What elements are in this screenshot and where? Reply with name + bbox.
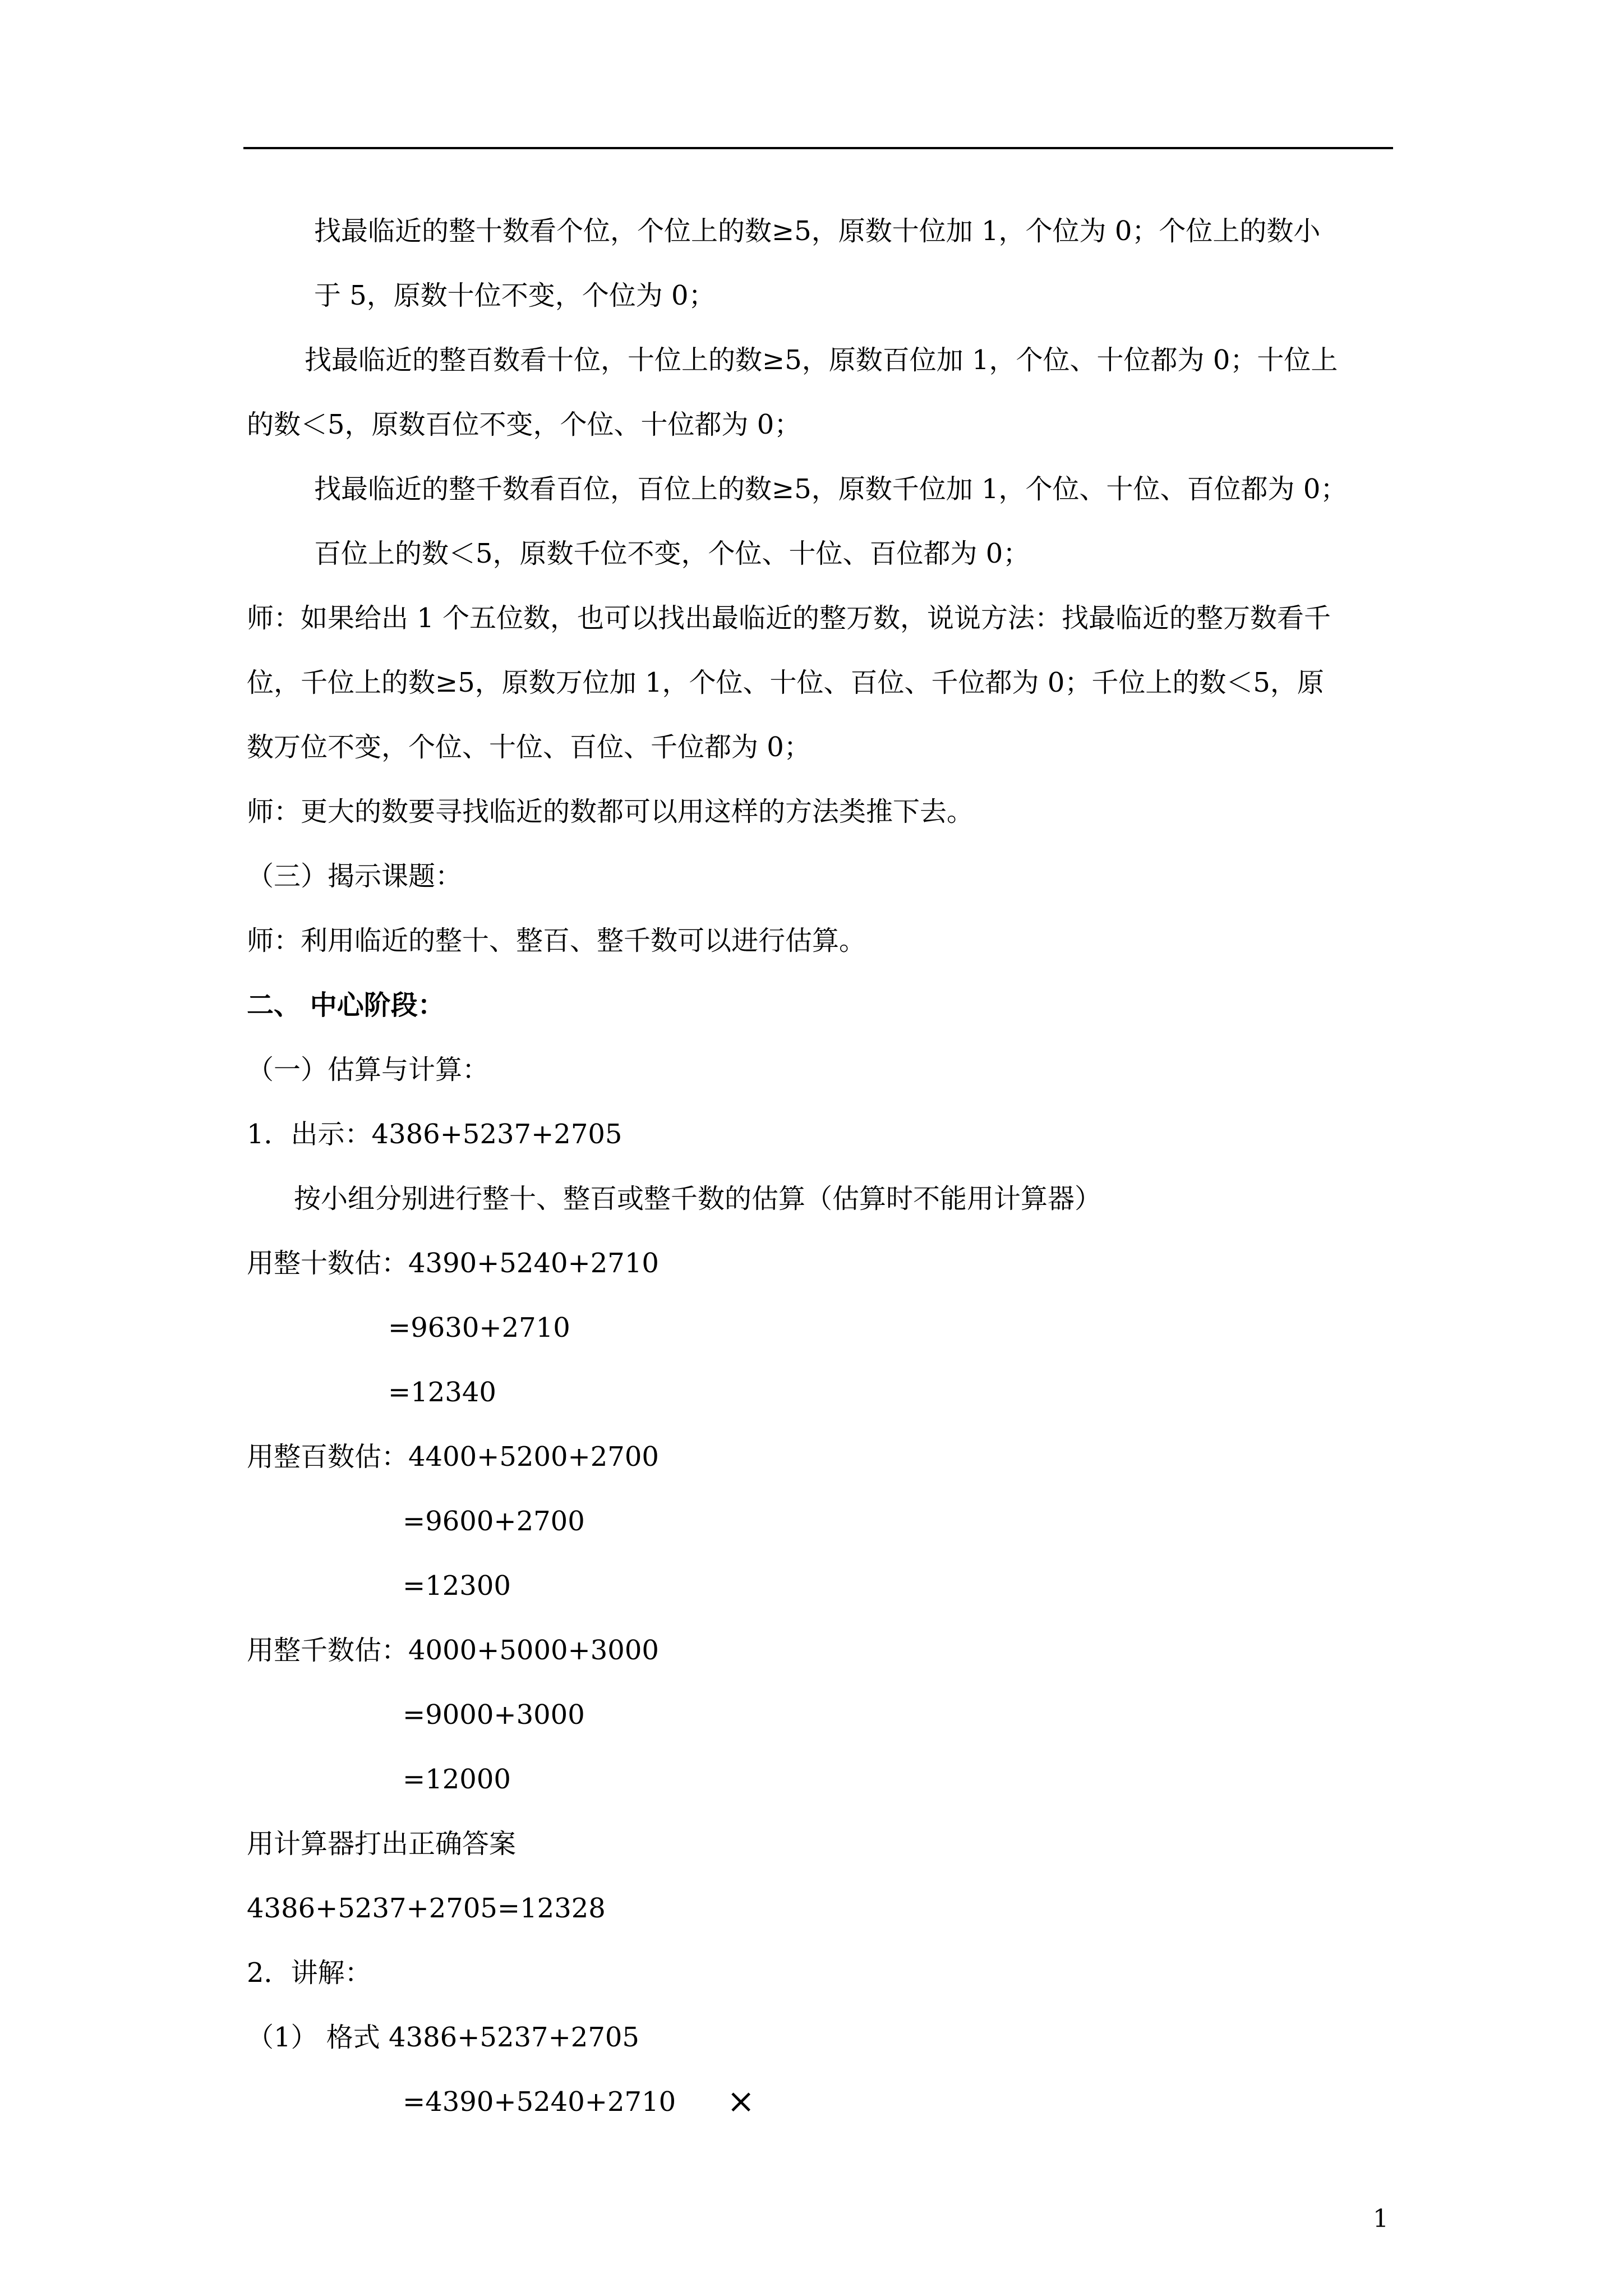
equation-line: =12300 — [403, 1570, 511, 1602]
equation-line: =12340 — [388, 1377, 496, 1408]
text-line: （1） 格式 4386+5237+2705 — [247, 2022, 639, 2053]
text-line: 用计算器打出正确答案 — [247, 1828, 517, 1860]
page-number: 1 — [1373, 2205, 1389, 2233]
header-rule — [243, 147, 1393, 149]
equation-line: =4390+5240+2710 — [403, 2086, 676, 2118]
text-line: 找最临近的整十数看个位，个位上的数≥5，原数十位加 1，个位为 0；个位上的数小 — [314, 215, 1321, 247]
text-line: 用整百数估：4400+5200+2700 — [247, 1441, 659, 1473]
section-heading: （三）揭示课题： — [247, 861, 463, 892]
main-heading: 二、 中心阶段： — [247, 990, 445, 1021]
equation-line: =9600+2700 — [403, 1506, 585, 1537]
equation-line: 4386+5237+2705=12328 — [247, 1893, 606, 1924]
cross-mark-icon: × — [727, 2082, 755, 2121]
text-line: 百位上的数＜5，原数千位不变，个位、十位、百位都为 0； — [314, 538, 1030, 569]
text-line: 用整十数估：4390+5240+2710 — [247, 1248, 659, 1279]
text-line: 2．讲解： — [247, 1957, 372, 1989]
text-line: 位，千位上的数≥5，原数万位加 1，个位、十位、百位、千位都为 0；千位上的数＜5，原 — [247, 667, 1324, 698]
equation-line: =9630+2710 — [388, 1312, 570, 1343]
text-line: 用整千数估：4000+5000+3000 — [247, 1635, 659, 1666]
text-line: 按小组分别进行整十、整百或整千数的估算（估算时不能用计算器） — [294, 1183, 1102, 1214]
text-line: 的数＜5，原数百位不变，个位、十位都为 0； — [247, 409, 801, 440]
text-line: 数万位不变，个位、十位、百位、千位都为 0； — [247, 731, 811, 763]
text-line: 师：如果给出 1 个五位数，也可以找出最临近的整万数，说说方法：找最临近的整万数看千 — [247, 602, 1331, 634]
text-line: 师：利用临近的整十、整百、整千数可以进行估算。 — [247, 925, 866, 956]
section-heading: （一）估算与计算： — [247, 1054, 490, 1085]
equation-line: =9000+3000 — [403, 1699, 585, 1731]
text-line: 找最临近的整百数看十位，十位上的数≥5，原数百位加 1，个位、十位都为 0；十位上 — [305, 344, 1338, 376]
text-line: 1．出示：4386+5237+2705 — [247, 1119, 623, 1150]
text-line: 师：更大的数要寻找临近的数都可以用这样的方法类推下去。 — [247, 796, 974, 827]
equation-line: =12000 — [403, 1764, 511, 1795]
text-line: 于 5，原数十位不变，个位为 0； — [314, 280, 716, 311]
text-line: 找最临近的整千数看百位，百位上的数≥5，原数千位加 1，个位、十位、百位都为 0； — [314, 473, 1348, 505]
